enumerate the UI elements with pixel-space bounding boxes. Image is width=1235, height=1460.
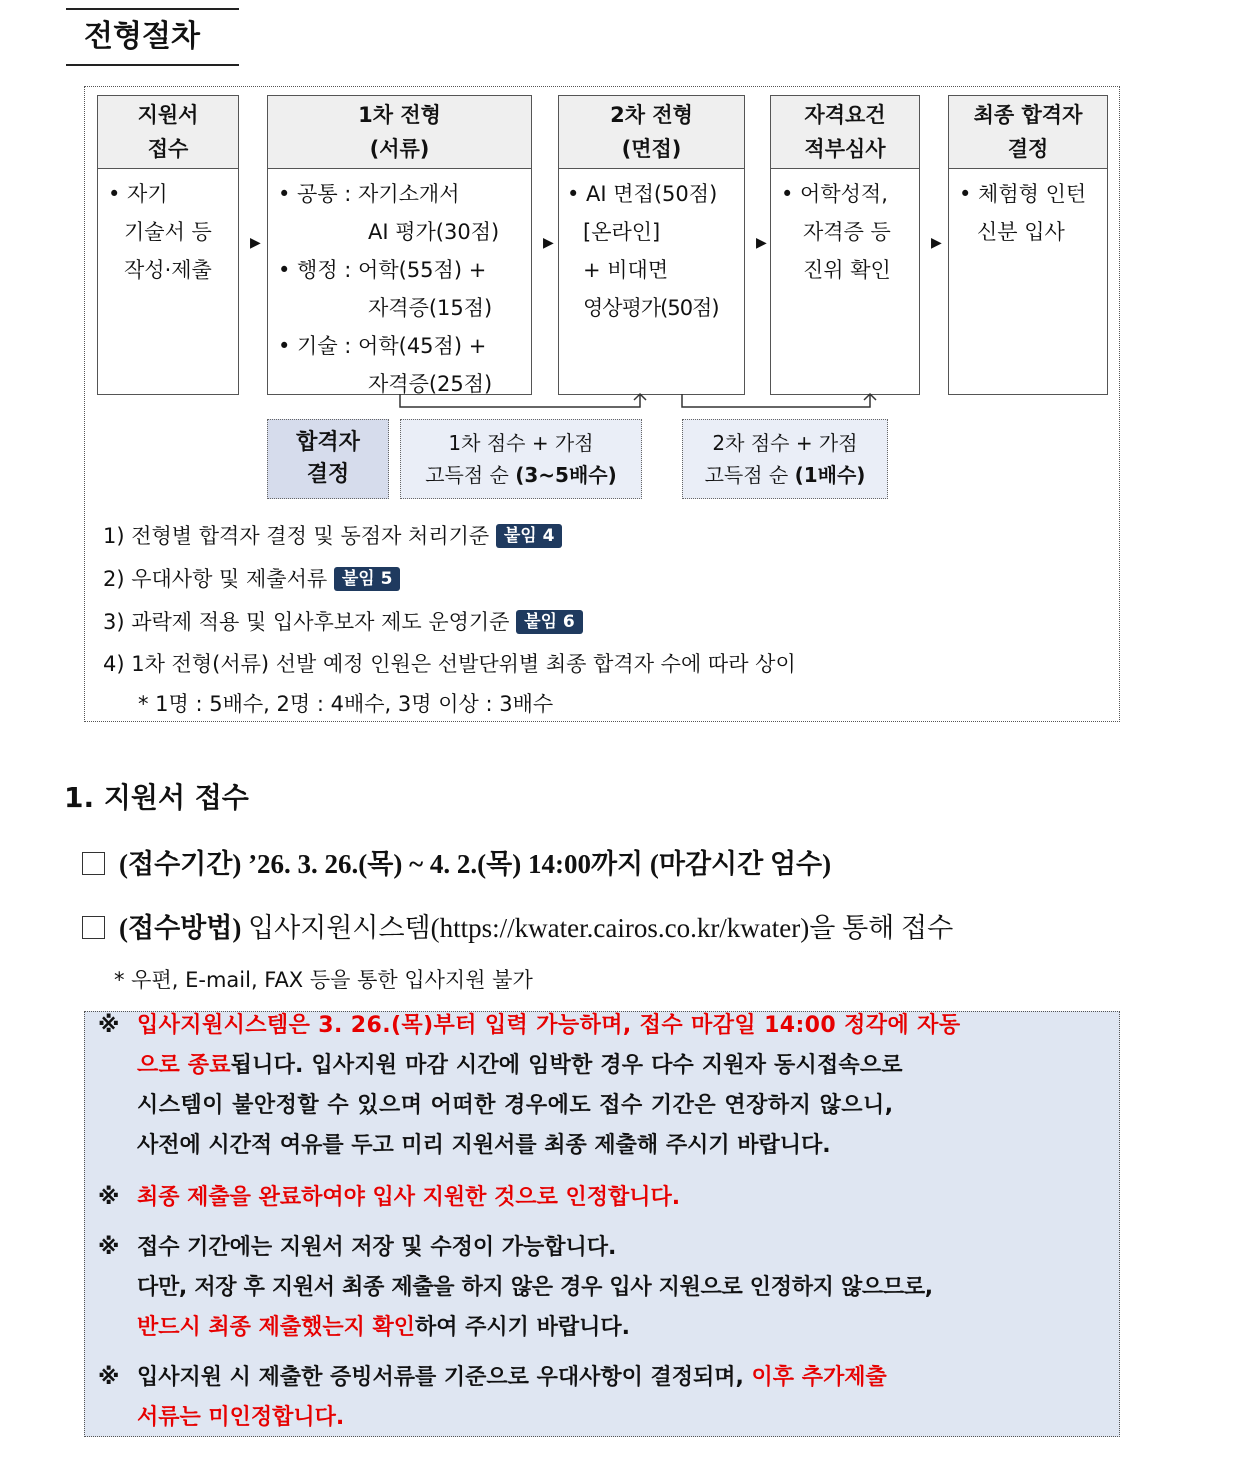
section-heading: 1. 지원서 접수 (64, 781, 249, 814)
method-note: * 우편, E-mail, FAX 등을 통한 입사지원 불가 (114, 968, 533, 992)
stage-title: (서류) (369, 137, 430, 161)
stage-title: 접수 (147, 137, 189, 161)
checkbox-icon (82, 852, 105, 875)
criteria-line: 2차 점수 + 가점 (712, 431, 858, 455)
notice-3-line-c: 반드시 최종 제출했는지 확인하여 주시기 바랍니다. (137, 1315, 630, 1340)
stage-final-decision (948, 95, 1108, 395)
notice-1-line-b: 으로 종료됩니다. 입사지원 마감 시간에 임박한 경우 다수 지원자 동시접속으로 (137, 1053, 903, 1078)
application-period (82, 842, 831, 881)
criteria-multiple: (3~5배수) (515, 463, 617, 487)
page-title: 전형절차 (66, 8, 239, 66)
connector-lines (390, 392, 910, 416)
stage-title: (면접) (621, 137, 682, 161)
notice-3-line-a: 접수 기간에는 지원서 저장 및 수정이 가능합니다. (137, 1235, 617, 1260)
stage-title: 지원서 (137, 103, 199, 127)
stage-line: 영상평가(50점) (583, 296, 719, 320)
stage-line: 신분 입사 (977, 220, 1065, 244)
notice-1-line-a: 입사지원시스템은 3. 26.(목)부터 입력 가능하며, 접수 마감일 14:00 정각에 자동 (137, 1013, 961, 1038)
period-value: ’26. 3. 26.(목) ~ 4. 2.(목) 14:00까지 (마감시간 엄수) (248, 849, 832, 879)
stage-title: 1차 전형 (358, 103, 441, 127)
note-item: 1) 전형별 합격자 결정 및 동점자 처리기준 붙임 4 (103, 520, 562, 550)
notice-mark: ※ (98, 1365, 120, 1390)
stage-line: • 공통 : 자기소개서 (278, 182, 460, 206)
round1-criteria-box (400, 419, 642, 499)
stage-line: 자격증 등 (803, 220, 891, 244)
stage-line: AI 평가(30점) (368, 220, 500, 244)
flow-arrow-icon: ▶ (756, 235, 767, 251)
stage-line: 자격증(15점) (368, 296, 493, 320)
stage-line: 진위 확인 (803, 258, 891, 282)
method-value: 입사지원시스템(https://kwater.cairos.co.kr/kwater)을 통해 접수 (248, 913, 954, 943)
notice-3-line-b: 다만, 저장 후 지원서 최종 제출을 하지 않은 경우 입사 지원으로 인정하지 않으므로, (137, 1275, 933, 1300)
decision-label-box (267, 419, 389, 499)
attachment-badge[interactable]: 붙임 5 (334, 567, 401, 591)
round2-criteria-box (682, 419, 888, 499)
period-label: (접수기간) (119, 849, 242, 879)
criteria-line: 고득점 순 (704, 463, 795, 487)
stage-title: 최종 합격자 (973, 103, 1083, 127)
method-label: (접수방법) (119, 913, 242, 943)
stage-document-screening (267, 95, 532, 395)
flow-arrow-icon: ▶ (250, 235, 261, 251)
stage-line: 자격증(25점) (368, 372, 493, 396)
stage-line: • 기술 : 어학(45점) + (278, 334, 487, 358)
note-item: 3) 과락제 적용 및 입사후보자 제도 운영기준 붙임 6 (103, 606, 583, 636)
notice-2: 최종 제출을 완료하여야 입사 지원한 것으로 인정합니다. (137, 1185, 681, 1210)
stage-title: 2차 전형 (610, 103, 693, 127)
notice-4-line-a: 입사지원 시 제출한 증빙서류를 기준으로 우대사항이 결정되며, 이후 추가제출 (137, 1365, 887, 1390)
flow-arrow-icon: ▶ (543, 235, 554, 251)
stage-interview (558, 95, 745, 395)
flow-arrow-icon: ▶ (931, 235, 942, 251)
notice-1-line-d: 사전에 시간적 여유를 두고 미리 지원서를 최종 제출해 주시기 바랍니다. (137, 1133, 831, 1158)
attachment-badge[interactable]: 붙임 4 (496, 524, 563, 548)
stage-line: • 자기 (108, 182, 168, 206)
notice-mark: ※ (98, 1185, 120, 1210)
criteria-line: 고득점 순 (425, 463, 516, 487)
criteria-multiple: (1배수) (794, 463, 866, 487)
stage-line: • AI 면접(50점) (567, 182, 718, 206)
note-item: 2) 우대사항 및 제출서류 붙임 5 (103, 563, 400, 593)
stage-line: • 행정 : 어학(55점) + (278, 258, 487, 282)
note-item: 4) 1차 전형(서류) 선발 예정 인원은 선발단위별 최종 합격자 수에 따라 상이 (103, 652, 796, 676)
application-method (82, 906, 953, 945)
stage-line: [온라인] (583, 220, 661, 244)
notice-mark: ※ (98, 1013, 120, 1038)
stage-line: + 비대면 (583, 258, 669, 282)
stage-line: • 체험형 인턴 (959, 182, 1087, 206)
stage-line: 작성·제출 (124, 258, 212, 282)
stage-qualification-review (770, 95, 920, 395)
note-subnote: * 1명 : 5배수, 2명 : 4배수, 3명 이상 : 3배수 (138, 692, 554, 716)
stage-title: 자격요건 (804, 103, 886, 127)
stage-title: 결정 (1007, 137, 1049, 161)
stage-title: 적부심사 (804, 137, 886, 161)
stage-application (97, 95, 239, 395)
checkbox-icon (82, 916, 105, 939)
criteria-line: 1차 점수 + 가점 (448, 431, 594, 455)
decision-label: 결정 (306, 462, 350, 487)
notice-1-line-c: 시스템이 불안정할 수 있으며 어떠한 경우에도 접수 기간은 연장하지 않으니, (137, 1093, 894, 1118)
stage-line: • 어학성적, (781, 182, 888, 206)
decision-label: 합격자 (296, 430, 360, 455)
stage-line: 기술서 등 (124, 220, 212, 244)
notice-mark: ※ (98, 1235, 120, 1260)
notice-4-line-b: 서류는 미인정합니다. (137, 1405, 345, 1430)
attachment-badge[interactable]: 붙임 6 (516, 610, 583, 634)
